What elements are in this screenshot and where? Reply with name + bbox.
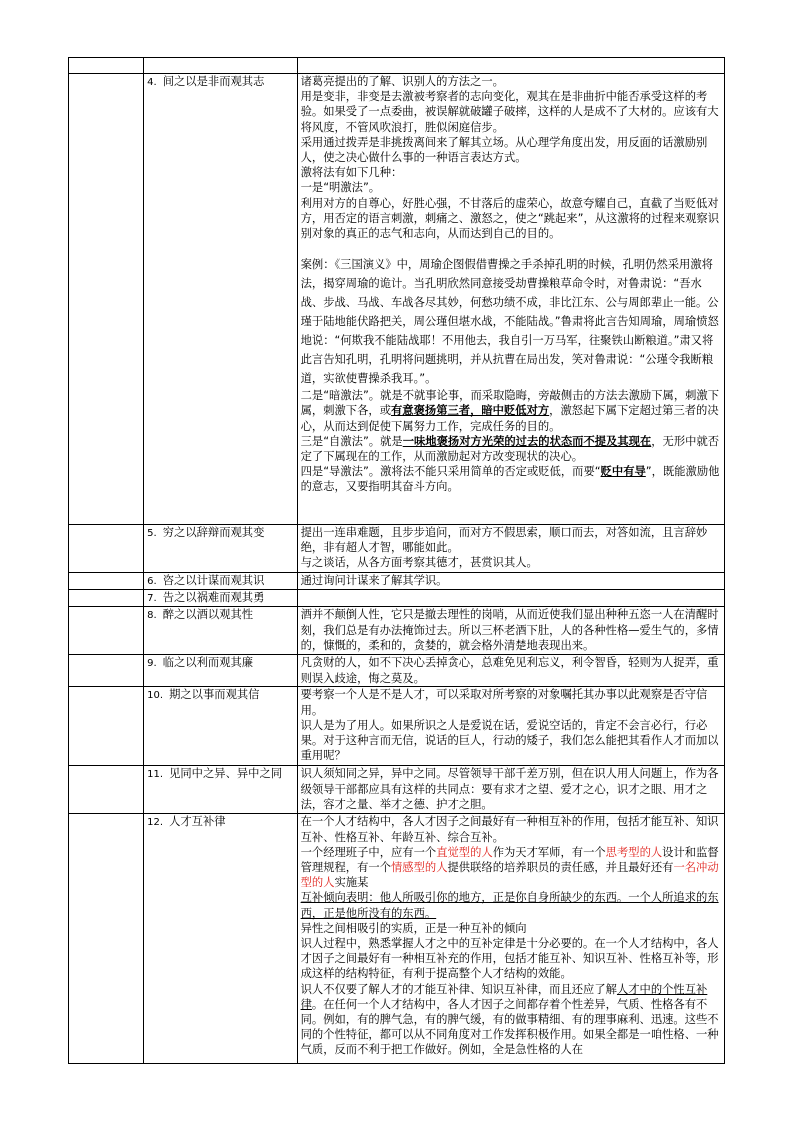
paragraph: 酒并不颠倒人性，它只是撤去理性的岗哨，从而近使我们显出种种五恣一人在清醒时刻，我们总是有办法掩饰过去。所以三杯老酒下肚，人的各种性格—爱生气的，多情的，慷慨的，柔和的，贪婪的，就会格外清楚地表现出来。 [300,608,719,652]
text: 三是“自激法”。就是 [300,434,403,448]
row-title-cell [144,74,297,525]
paragraph: 激将法有如下几种： [300,166,403,180]
row-title-cell [144,655,297,687]
text: ，无形中就否定了下属现在的工作，从而激励起对方改变现状的决心。 [300,434,720,464]
underlined-text: 人才中的个性互补律 [300,982,708,1011]
highlight-text: 情感型的人 [391,861,448,875]
row-title: 临之以利而观其廉 [162,656,254,670]
row-content-cell [297,687,724,766]
row-content-cell [297,525,724,573]
row-number: 5. [147,528,157,539]
table-row [69,766,725,814]
paragraph: 采用通过拨弄是非挑拨离间来了解其立场。从心理学角度出发，用反面的话激励别人，使之决心做什么事的一种语言表达方式。 [300,135,708,165]
table-cell [144,58,297,74]
row-number: 8. [147,610,157,622]
paragraph: 识人是为了用人。如果所识之人是爱说在话，爱说空话的，肯定不会言必行，行必果。对于这种言而无信，说话的巨人，行动的矮子，我们怎么能把其看作人才而加以重用呢？ [300,718,719,763]
content-table [68,57,725,1064]
row-content-cell [297,590,724,607]
paragraph [301,464,721,494]
table-cell [69,814,144,1064]
table-row [69,687,725,766]
table-cell [69,607,144,655]
row-number: 7. [147,593,157,605]
table-row [69,607,725,655]
row-title: 咨之以计谋而观其识 [162,574,265,587]
row-number: 4. [147,77,157,88]
text: 作为天才军师，有一个 [492,845,606,859]
row-title: 人才互补律 [169,815,226,829]
paragraph: 在一个人才结构中，各人才因子之间最好有一种相互补的作用，包括才能互补、知识互补、性格互补、年龄互补、综合互补。 [300,815,719,844]
row-content-cell [297,655,724,687]
text: 识人不仅要了解人才的才能互补律、知识互补律，而且还应了解 [300,982,617,996]
row-title-cell [144,607,297,655]
paragraph [301,982,721,1058]
row-title-cell [144,525,297,573]
table-row [69,74,725,525]
paragraph: 一是“明激法”。 [300,181,381,195]
table-cell [69,766,144,814]
highlight-text: 一名冲动型的人 [300,861,719,890]
row-content-cell [297,607,724,655]
row-title-cell [144,766,297,814]
table-cell [69,687,144,766]
text: 四是“导激法”。激将法不能只采用简单的否定或贬低，而要“ [300,465,601,479]
paragraph: 识人过程中，熟悉掌握人才之中的互补定律是十分必要的。在一个人才结构中，各人才因子之间最好有一种相互补充的作用，包括才能互补、知识互补、性格互补等，形成这样的结构特征，有利于提高整个人才结构的效能。 [300,937,719,981]
table-row [69,655,725,687]
paragraph: 用是变非，非变是去激被考察者的志向变化，观其在是非曲折中能否承受这样的考验。如果受了一点委曲，被误解就破罐子破摔，这样的人是成不了大材的。应该有大将风度，不管风吹浪打，胜似闲庭信步。 [300,90,719,134]
text: 。在任何一个人才结构中，各人才因子之间都存着个性差异，气质、性格各有不同。例如，有的脾气急，有的脾气缓，有的做事精细、有的理事麻利、迅速。这些不同的个性特征，都可以从不同角度对工作发挥积极作用。如果全都是一咱性格、一种气质，反而不利于把工作做好。例如，全是急性格的人在 [300,997,719,1057]
table-cell [69,573,144,590]
table-cell [69,58,144,74]
paragraph: 利用对方的自尊心，好胜心强，不甘落后的虚荣心，故意夸耀自己，直截了当贬低对方，用否定的语言刺激，刺痛之、激怒之，使之“跳起来”，从这激将的过程来观察识别对象的真正的志气和志向，从而达到自己的目的。 [300,196,720,241]
highlight-text: 直觉型的人 [436,845,493,859]
paragraph: 识人须知同之异，异中之同。尽管领导干部千差万别，但在识人用人问题上，作为各级领导干部都应具有这样的共同点：要有求才之望、爱才之心，识才之眼、用才之法，容才之量、举才之德、护才之胆。 [300,767,719,811]
row-content-cell [297,74,724,525]
row-title-cell [144,590,297,607]
text: 实施某 [334,876,369,890]
table-cell [69,74,144,525]
paragraph [301,845,721,891]
text: ，激怒起下属下定超过第三者的决心，从而达到促使下属努力工作，完成任务的目的。 [300,404,719,433]
paragraph [301,388,721,434]
paragraph: 通过询问计谋来了解其学识。 [300,574,448,587]
table-row [69,58,725,74]
row-number: 9. [147,658,157,670]
row-title: 穷之以辞辩而观其变 [162,526,265,539]
row-number: 11. [147,769,164,781]
text: 提供联络的培养职员的责任感，并且最好还有 [447,861,674,875]
table-cell [69,525,144,573]
text: 二是“暗激法”。就是不就事论事，而采取隐晦，旁敲侧击的方法去激励下属，刺激下属，刺激下各，或 [300,389,720,418]
text: 设计和监督管理规程，有一个 [300,845,719,875]
paragraph: 互补倾向表明：他人所吸引你的地方，正是你自身所缺少的东西。一个人所追求的东西，正是他所没有的东西。 [300,891,719,920]
paragraph: 异性之间相吸引的实质，正是一种互补的倾向 [300,921,527,935]
row-title: 期之以事而观其信 [169,688,260,702]
text: 一个经理班子中，应有一个 [300,845,437,859]
paragraph: 与之谈话，从各方面考察其德才，甚赏识其人。 [300,556,538,570]
emphasis-text: 贬中有导 [600,465,646,479]
row-number: 12. [147,817,164,829]
paragraph [301,434,721,464]
row-title: 醉之以酒以观其性 [162,608,254,622]
row-content-cell [297,814,724,1064]
emphasis-text: 有意褒扬第三者，暗中贬低对方 [391,404,550,418]
table-cell [69,590,144,607]
text: ”，既能激励他的意志，又要指明其奋斗方向。 [300,465,720,494]
row-title: 见同中之异、异中之同 [169,767,283,781]
table-row [69,814,725,1064]
case-paragraph: 案例：《三国演义》中，周瑜企图假借曹操之手杀掉孔明的时候，孔明仍然采用激将法，揭穿周瑜的诡计。当孔明欣然同意接受劫曹操粮草命令时，对鲁肃说：“吾水战、步战、马战、车战各尽其妙，何愁功绩不成，非比江东、公与周郎辈止一能。公瑾于陆地能伏路把关，周公瑾但堪水战，不能陆战。”鲁肃将此言告知周瑜，周瑜愤怒地说：“何欺我不能陆战耶！不用他去，我自引一万马军，往聚铁山断粮道。”肃又将此言告知孔明，孔明将问题挑明，并从抗曹在局出发，笑对鲁肃说：“公瑾令我断粮道，实欲使曹操杀我耳。”。 [300,258,719,386]
paragraph: 凡贪财的人，如不下决心丢掉贪心，总难免见利忘义，利令智昏，轻则为人捉弄，重则误入歧途，悔之莫及。 [300,656,719,685]
table-row [69,525,725,573]
table-row [69,590,725,607]
row-title-cell [144,687,297,766]
row-number: 6. [147,576,157,587]
row-title-cell [144,573,297,590]
table-cell [297,58,724,74]
emphasis-text: 一味地褒扬对方光荣的过去的状态而不提及其现在 [402,434,652,448]
row-title: 间之以是非而观其志 [162,75,265,88]
row-title-cell [144,814,297,1064]
paragraph: 要考察一个人是不是人才，可以采取对所考察的对象嘱托其办事以此观察是否守信用。 [300,688,708,717]
row-number: 10. [147,690,164,702]
row-content-cell [297,766,724,814]
paragraph: 诸葛亮提出的了解、识别人的方法之一。 [300,75,504,88]
row-content-cell [297,573,724,590]
table-row [69,573,725,590]
paragraph: 提出一连串难题，且步步追问，而对方不假思索，顺口而去，对答如流，且言辞妙绝，非有超人才智，哪能如此。 [300,526,708,555]
highlight-text: 思考型的人 [605,845,663,859]
row-title: 告之以祸难而观其勇 [162,591,265,605]
table-cell [69,655,144,687]
